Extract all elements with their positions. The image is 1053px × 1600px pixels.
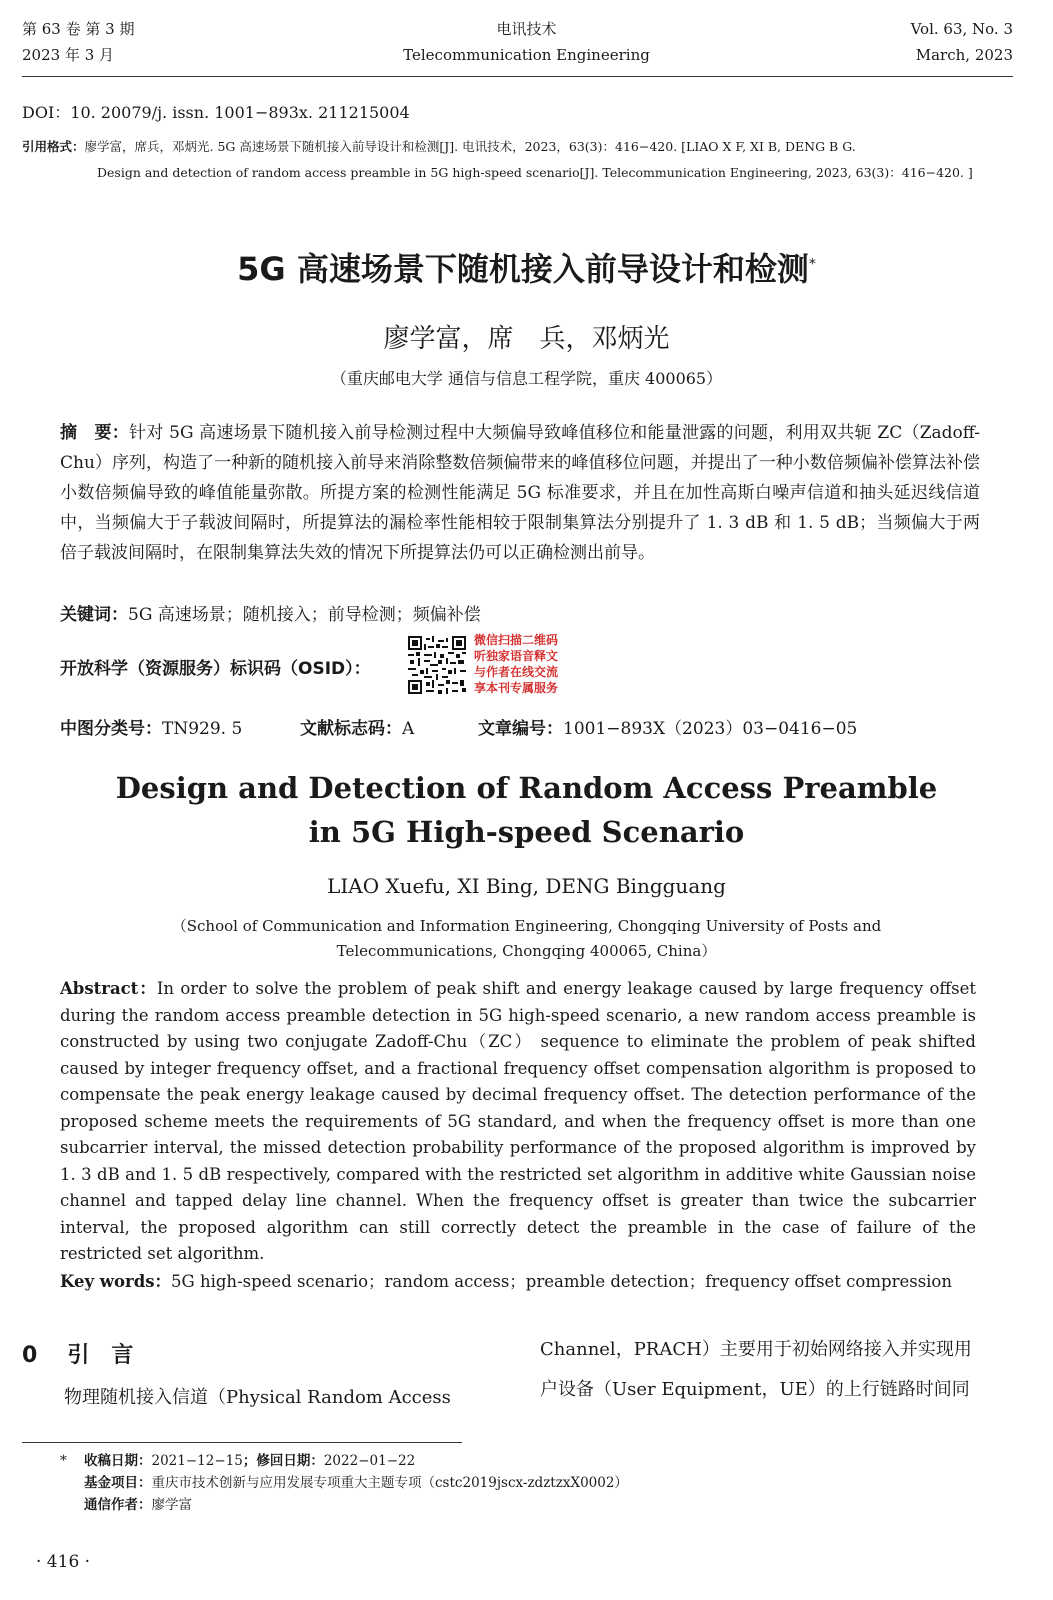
article-number-value: 1001−893X（2023）03−0416−05 (563, 719, 858, 739)
doi[interactable]: DOI：10. 20079/j. issn. 1001−893x. 211215004 (22, 103, 410, 122)
affiliation-cn: （重庆邮电大学 通信与信息工程学院，重庆 400065） (330, 369, 723, 388)
received-label: 收稿日期： (84, 1453, 152, 1469)
volume-issue-en: Vol. 63, No. 3 (910, 20, 1013, 38)
keywords-en-text: 5G high-speed scenario；random access；preamble detection；frequency offset compression (171, 1272, 952, 1291)
clc-label: 中图分类号： (60, 719, 162, 739)
keywords-en-label: Key words： (60, 1272, 172, 1291)
osid-line: 微信扫描二维码 (474, 633, 559, 647)
citation-line-2: Design and detection of random access preamble in 5G high-speed scenario[J]. Telecommunication Engineering, 2023, 63(3)：416−420. ] (97, 165, 973, 180)
fund-label: 基金项目： (84, 1475, 152, 1491)
affiliation-en-line-1: （School of Communication and Information Engineering, Chongqing University of Posts and (171, 917, 882, 935)
revised-label: ；修回日期： (242, 1453, 324, 1469)
journal-name-en: Telecommunication Engineering (403, 46, 650, 64)
body-text-right (540, 1330, 1014, 1410)
body-text-left: 物理随机接入信道（Physical Random Access (64, 1387, 451, 1408)
title-en-line-2: in 5G High-speed Scenario (308, 815, 745, 849)
page-number: · 416 · (36, 1552, 91, 1572)
abstract-cn-label: 摘 要： (60, 423, 129, 443)
section-number: 0 (22, 1343, 38, 1368)
document-code (300, 714, 414, 739)
affiliation-en-line-2: Telecommunications, Chongqing 400065, China） (336, 942, 717, 960)
body-right-line-2: 户设备（User Equipment，UE）的上行链路时间同 (540, 1379, 970, 1400)
corresponding-author: 廖学富 (151, 1497, 192, 1513)
osid-label: 开放科学（资源服务）标识码（OSID）： (60, 659, 371, 679)
citation-label: 引用格式： (22, 139, 85, 154)
header-center (0, 16, 1053, 68)
journal-name-cn: 电讯技术 (496, 20, 557, 38)
abstract-cn-text: 针对 5G 高速场景下随机接入前导检测过程中大频偏导致峰值移位和能量泄露的问题，利用双共轭 ZC（Zadoff-Chu）序列，构造了一种新的随机接入前导来消除整数倍频偏带来的峰值移位问题，并提出了一种小数倍频偏补偿算法补偿小数倍频偏导致的峰值能量弥散。所提方案的检测性能满足 5G 标准要求，并且在加性高斯白噪声信道和抽头延迟线信道中，当频偏大于子载波间隔时，所提算法的漏检率性能相较于限制集算法分别提升了 1. 3 dB 和 1. 5 dB；当频偏大于两倍子载波间隔时，在限制集算法失效的情况下所提算法仍可以正确检测出前导。 (60, 423, 980, 563)
keywords-cn-label: 关键词： (60, 605, 128, 625)
date-en: March, 2023 (915, 46, 1013, 64)
article-number-label: 文章编号： (478, 719, 563, 739)
keywords-cn (60, 600, 481, 625)
section-heading (22, 1338, 133, 1369)
osid-line: 享本刊专属服务 (474, 681, 559, 695)
revised-date: 2022−01−22 (323, 1453, 416, 1469)
abstract-en (60, 976, 976, 1268)
osid-line: 与作者在线交流 (474, 665, 559, 679)
title-footnote-mark: * (808, 256, 816, 273)
paper-title-en (0, 766, 1053, 854)
received-date: 2021−12−15 (151, 1453, 243, 1469)
osid-line: 听独家语音释文 (474, 649, 559, 663)
abstract-en-text: In order to solve the problem of peak shift and energy leakage caused by large frequency offset during the random access preamble detection in 5G high-speed scenario, a new random access preamble is constructed by using two conjugate Zadoff-Chu（ZC） sequence to eliminate the problem of peak shifted caused by integer frequency offset, and a fractional frequency offset compensation algorithm is proposed to compensate the peak energy leakage caused by decimal frequency offset. The detection performance of the proposed scheme meets the requirements of 5G standard, and when the frequency offset is more than one subcarrier interval, the missed detection probability performance of the proposed algorithm is improved by 1. 3 dB and 1. 5 dB respectively, compared with the restricted set algorithm in additive white Gaussian noise channel and tapped delay line channel. When the frequency offset is greater than twice the subcarrier interval, the proposed algorithm can still correctly detect the preamble in the case of failure of the restricted set algorithm. (60, 979, 976, 1263)
volume-issue-cn: 第 63 卷 第 3 期 (22, 20, 135, 38)
authors-cn: 廖学富，席 兵，邓炳光 (383, 324, 670, 354)
header-right (911, 16, 1013, 68)
footnote (60, 1450, 628, 1516)
abstract-cn (60, 418, 980, 568)
doc-code-value: A (402, 719, 415, 739)
abstract-en-label: Abstract： (60, 979, 157, 998)
footnote-mark: * (60, 1453, 67, 1469)
paper-title-cn (0, 244, 1053, 290)
clc-number (60, 714, 242, 739)
affiliation-en (0, 914, 1053, 964)
authors-en: LIAO Xuefu, XI Bing, DENG Bingguang (327, 874, 726, 898)
body-right-line-1: Channel，PRACH）主要用于初始网络接入并实现用 (540, 1339, 972, 1360)
article-number (478, 714, 857, 739)
citation-line-1: 廖学富，席兵，邓炳光. 5G 高速场景下随机接入前导设计和检测[J]. 电讯技术，2023，63(3)：416−420. [LIAO X F, XI B, DENG B G. (84, 139, 856, 154)
title-cn-text: 5G 高速场景下随机接入前导设计和检测 (237, 250, 809, 288)
osid-service-text (474, 632, 558, 696)
corresponding-label: 通信作者： (84, 1497, 152, 1513)
section-title: 引 言 (67, 1343, 134, 1368)
header-divider (22, 76, 1013, 77)
date-cn: 2023 年 3 月 (22, 46, 115, 64)
fund-text: 重庆市技术创新与应用发展专项重大主题专项（cstc2019jscx-zdztzxX0002） (151, 1475, 628, 1491)
citation-block (22, 134, 1022, 186)
clc-value: TN929. 5 (162, 719, 243, 739)
keywords-cn-text: 5G 高速场景；随机接入；前导检测；频偏补偿 (128, 605, 481, 625)
qr-code-icon[interactable] (408, 636, 466, 694)
keywords-en (60, 1268, 952, 1292)
footnote-divider (22, 1442, 462, 1443)
title-en-line-1: Design and Detection of Random Access Preamble (115, 771, 938, 805)
doc-code-label: 文献标志码： (300, 719, 402, 739)
